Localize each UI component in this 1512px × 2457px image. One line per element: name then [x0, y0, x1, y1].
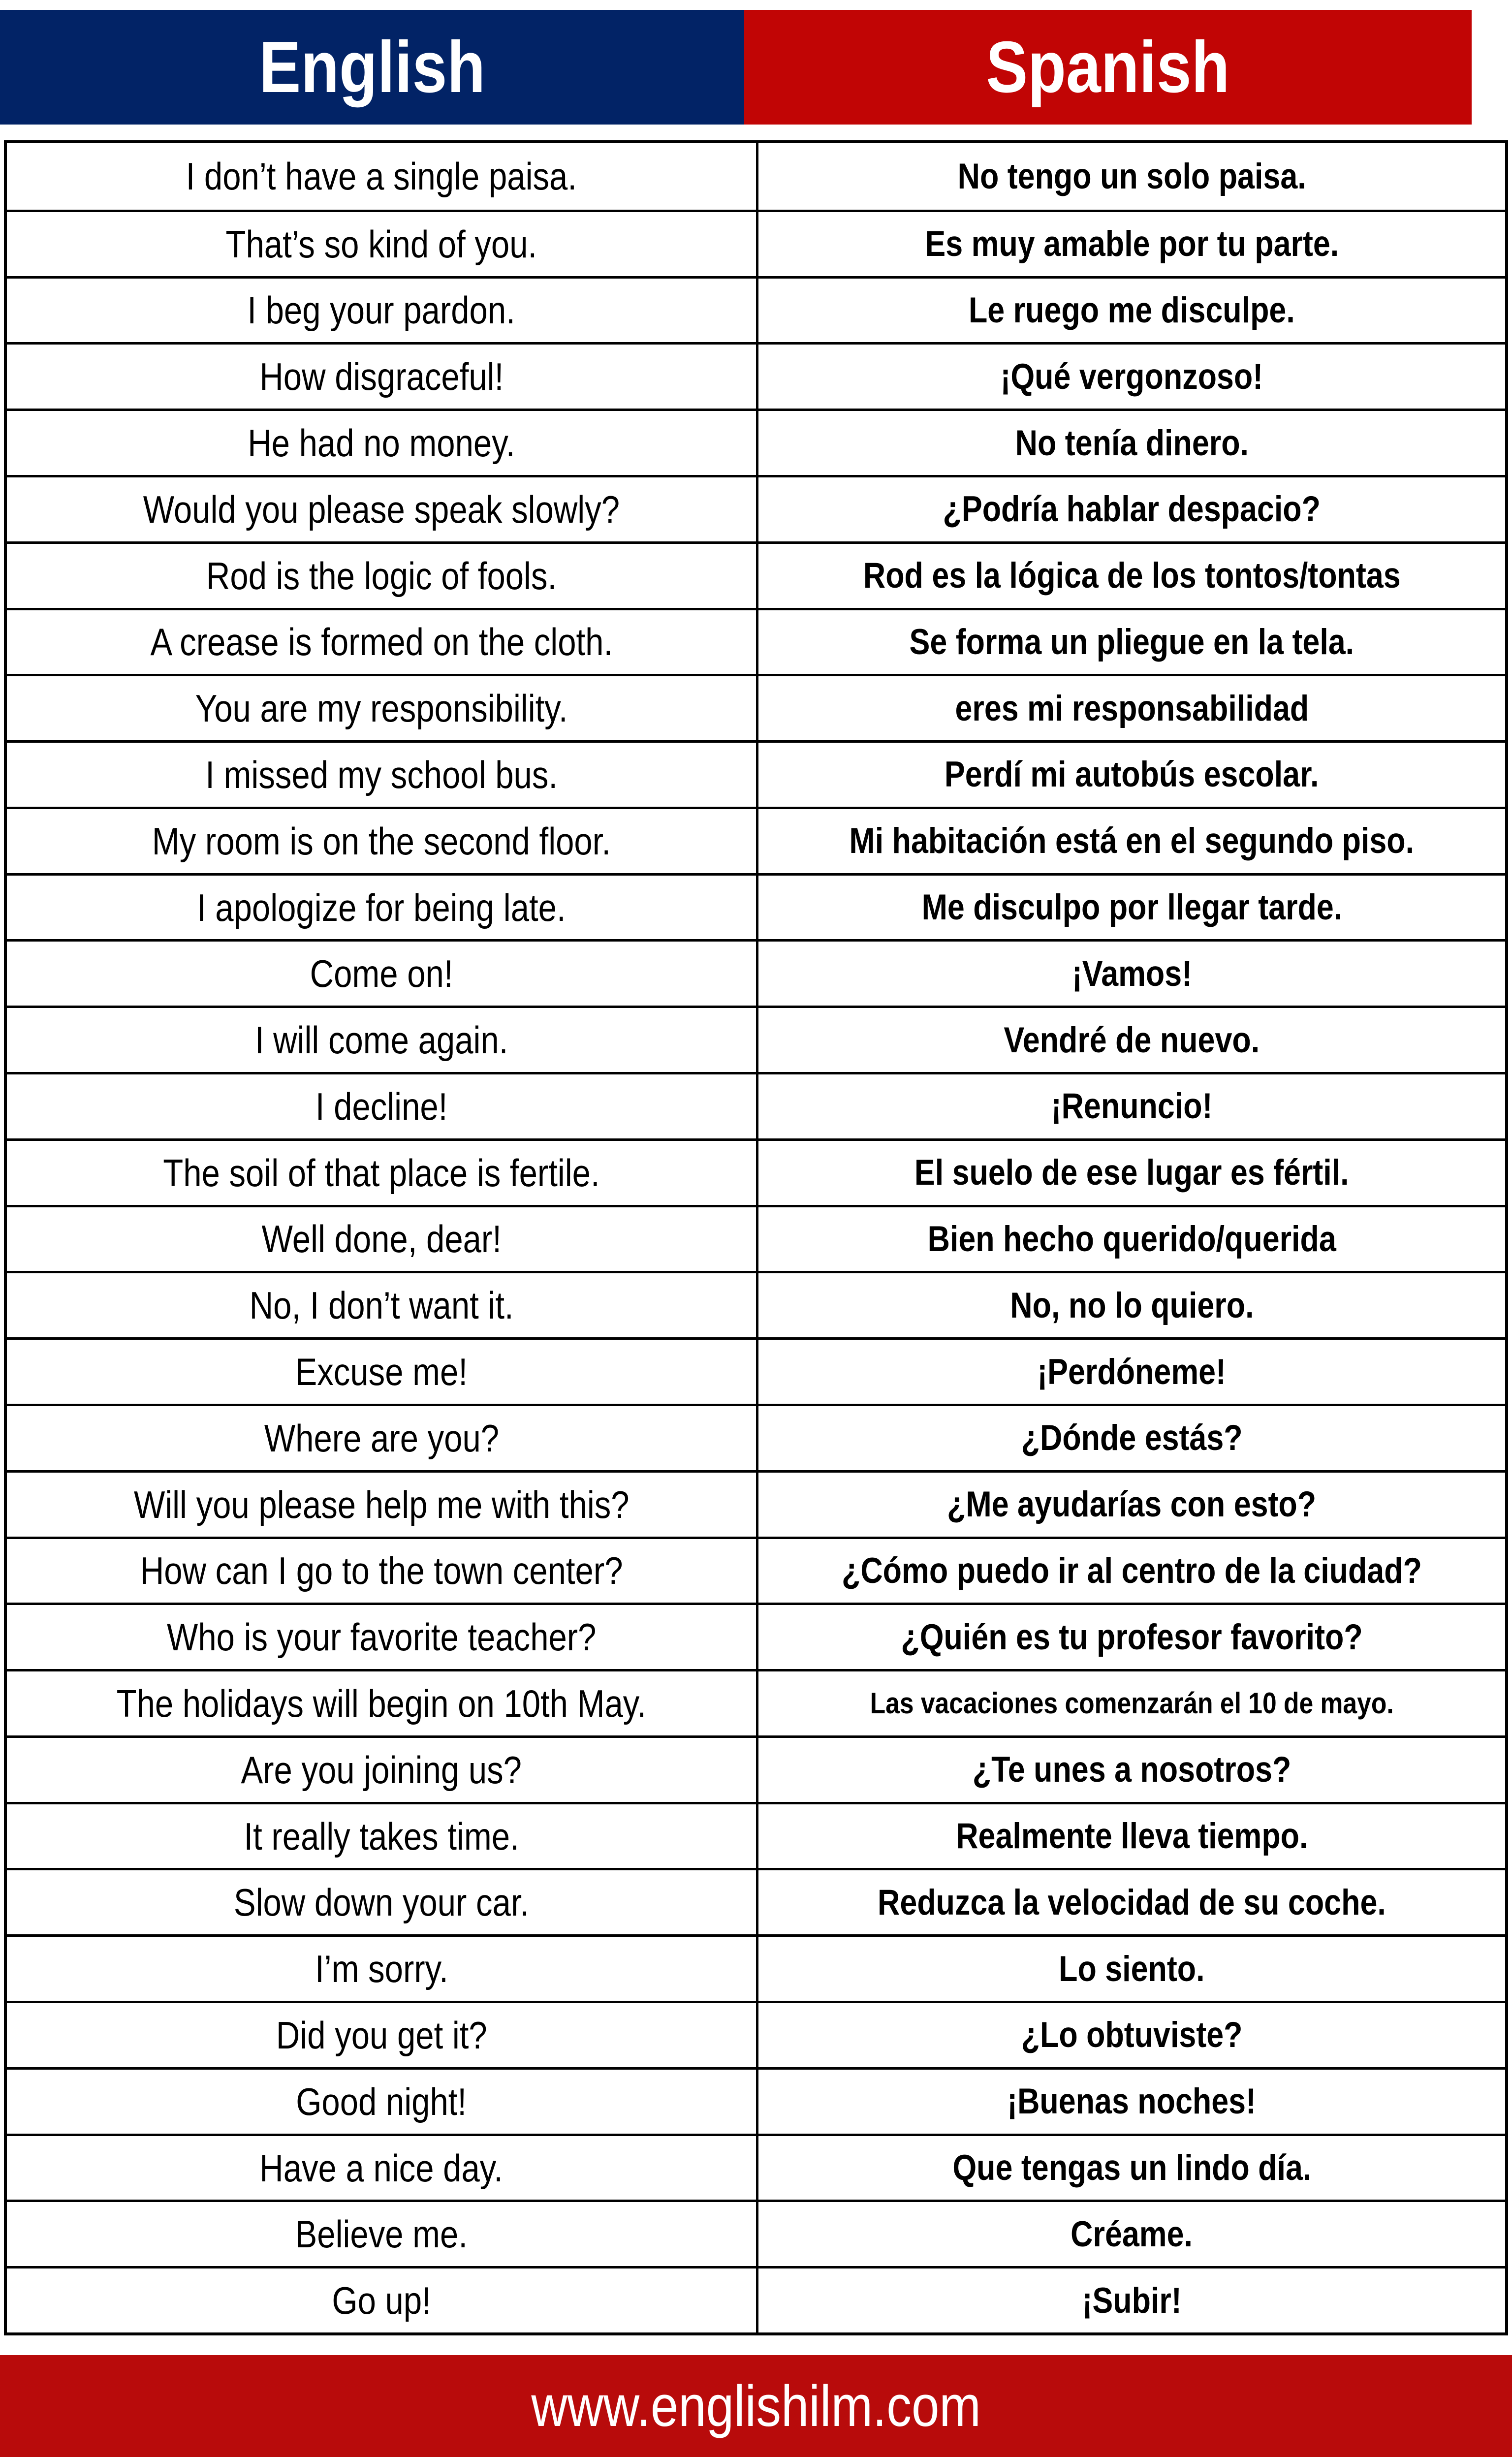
english-cell: [7, 143, 756, 210]
english-cell: [7, 676, 756, 740]
english-phrase: Would you please speak slowly?: [143, 487, 620, 531]
spanish-cell: [756, 143, 1505, 210]
table-row: [7, 210, 1505, 276]
spanish-cell: [756, 1074, 1505, 1138]
table-row: [7, 276, 1505, 343]
english-cell: [7, 411, 756, 475]
english-phrase: I apologize for being late.: [197, 885, 566, 929]
table-row: [7, 1537, 1505, 1603]
table-row: [7, 807, 1505, 873]
table-row: [7, 1205, 1505, 1271]
spanish-phrase: ¡Renuncio!: [1051, 1086, 1213, 1127]
table-row: [7, 674, 1505, 740]
spanish-phrase: No tengo un solo paisa.: [957, 156, 1306, 196]
spanish-phrase: Se forma un pliegue en la tela.: [909, 622, 1354, 662]
english-phrase: Come on!: [310, 952, 453, 996]
spanish-cell: [756, 2202, 1505, 2266]
spanish-cell: [756, 279, 1505, 343]
english-phrase: I decline!: [315, 1084, 448, 1128]
spanish-phrase: Le ruego me disculpe.: [969, 290, 1295, 330]
spanish-cell: [756, 610, 1505, 674]
spanish-cell: [756, 345, 1505, 409]
english-phrase: Did you get it?: [276, 2013, 487, 2057]
english-phrase: Rod is the logic of fools.: [206, 554, 557, 598]
spanish-cell: [756, 876, 1505, 940]
table-row: [7, 873, 1505, 940]
spanish-phrase: Que tengas un lindo día.: [952, 2148, 1311, 2188]
english-phrase: I’m sorry.: [315, 1947, 448, 1991]
english-phrase: I don’t have a single paisa.: [186, 155, 577, 198]
english-cell: [7, 876, 756, 940]
spanish-phrase: ¿Lo obtuviste?: [1021, 2015, 1243, 2055]
english-cell: [7, 942, 756, 1006]
spanish-cell: [756, 1605, 1505, 1669]
table-row: [7, 1337, 1505, 1404]
spanish-cell: [756, 212, 1505, 276]
footer-bar: [0, 2355, 1512, 2457]
english-cell: [7, 2070, 756, 2134]
column-header-spanish-label: Spanish: [986, 26, 1230, 108]
spanish-phrase: ¡Vamos!: [1071, 953, 1192, 994]
table-row: [7, 608, 1505, 674]
english-cell: [7, 809, 756, 873]
spanish-cell: [756, 1539, 1505, 1603]
spanish-phrase: Bien hecho querido/querida: [927, 1219, 1336, 1259]
spanish-phrase: ¿Quién es tu profesor favorito?: [901, 1617, 1363, 1657]
english-phrase: Excuse me!: [295, 1350, 468, 1394]
english-cell: [7, 1539, 756, 1603]
spanish-phrase: eres mi responsabilidad: [955, 688, 1309, 728]
table-row: [7, 2266, 1505, 2332]
english-cell: [7, 1008, 756, 1072]
table-row: [7, 1802, 1505, 1868]
english-phrase: How disgraceful!: [259, 355, 504, 399]
english-phrase: That’s so kind of you.: [225, 222, 537, 266]
table-row: [7, 1868, 1505, 1934]
spanish-phrase: ¿Te unes a nosotros?: [972, 1750, 1292, 1790]
table-row: [7, 1138, 1505, 1205]
spanish-cell: [756, 1406, 1505, 1470]
english-phrase: Go up!: [332, 2279, 431, 2323]
english-cell: [7, 544, 756, 608]
spanish-cell: [756, 1870, 1505, 1934]
spanish-phrase: Me disculpo por llegar tarde.: [921, 887, 1342, 928]
phrase-table: [4, 140, 1508, 2335]
spanish-cell: [756, 2070, 1505, 2134]
spanish-phrase: ¿Me ayudarías con esto?: [947, 1484, 1317, 1525]
english-phrase: You are my responsibility.: [195, 687, 568, 730]
spanish-phrase: ¿Podría hablar despacio?: [943, 489, 1321, 530]
spanish-phrase: ¡Subir!: [1082, 2280, 1182, 2321]
spanish-phrase: Rod es la lógica de los tontos/tontas: [863, 556, 1401, 596]
english-phrase: Slow down your car.: [233, 1881, 530, 1924]
spanish-phrase: Es muy amable por tu parte.: [925, 224, 1339, 264]
english-phrase: Good night!: [296, 2079, 467, 2123]
english-phrase: A crease is formed on the cloth.: [150, 620, 613, 664]
table-row: [7, 1404, 1505, 1470]
english-phrase: Will you please help me with this?: [133, 1482, 630, 1526]
spanish-cell: [756, 1937, 1505, 2001]
english-cell: [7, 2003, 756, 2067]
spanish-cell: [756, 2136, 1505, 2200]
spanish-cell: [756, 1671, 1505, 1735]
spanish-cell: [756, 809, 1505, 873]
spanish-phrase: No tenía dinero.: [1015, 423, 1249, 463]
english-cell: [7, 477, 756, 541]
table-row: [7, 1735, 1505, 1802]
spanish-phrase: ¡Perdóneme!: [1037, 1352, 1227, 1392]
english-cell: [7, 1671, 756, 1735]
english-phrase: Have a nice day.: [259, 2146, 504, 2190]
column-header-english: [0, 10, 744, 125]
table-row: [7, 143, 1505, 210]
spanish-cell: [756, 1207, 1505, 1271]
english-cell: [7, 1207, 756, 1271]
spanish-cell: [756, 942, 1505, 1006]
english-cell: [7, 1870, 756, 1934]
english-cell: [7, 1605, 756, 1669]
english-phrase: He had no money.: [248, 421, 515, 465]
spanish-cell: [756, 544, 1505, 608]
table-header: [0, 10, 1472, 125]
spanish-phrase: ¿Cómo puedo ir al centro de la ciudad?: [841, 1550, 1422, 1591]
english-phrase: Who is your favorite teacher?: [166, 1615, 597, 1659]
table-row: [7, 740, 1505, 807]
table-row: [7, 1470, 1505, 1537]
english-phrase: Where are you?: [264, 1416, 499, 1460]
table-row: [7, 2067, 1505, 2134]
english-cell: [7, 1738, 756, 1802]
english-cell: [7, 2202, 756, 2266]
spanish-phrase: ¡Buenas noches!: [1007, 2081, 1257, 2122]
table-row: [7, 409, 1505, 475]
table-row: [7, 1006, 1505, 1072]
english-phrase: My room is on the second floor.: [152, 819, 611, 863]
english-cell: [7, 1473, 756, 1537]
english-phrase: How can I go to the town center?: [140, 1549, 623, 1593]
english-cell: [7, 279, 756, 343]
column-header-spanish: [744, 10, 1472, 125]
table-row: [7, 342, 1505, 409]
english-phrase: I beg your pardon.: [247, 288, 516, 332]
english-phrase: No, I don’t want it.: [249, 1284, 514, 1327]
english-phrase: I will come again.: [254, 1018, 508, 1062]
english-phrase: Well done, dear!: [261, 1217, 502, 1261]
english-phrase: It really takes time.: [244, 1814, 519, 1858]
english-phrase: Are you joining us?: [241, 1748, 522, 1792]
english-cell: [7, 743, 756, 807]
english-cell: [7, 2136, 756, 2200]
english-phrase: The soil of that place is fertile.: [163, 1151, 600, 1195]
spanish-cell: [756, 1804, 1505, 1868]
spanish-phrase: Vendré de nuevo.: [1004, 1020, 1260, 1060]
table-row: [7, 1271, 1505, 1337]
english-phrase: I missed my school bus.: [205, 753, 558, 796]
spanish-cell: [756, 2003, 1505, 2067]
spanish-phrase: Reduzca la velocidad de su coche.: [878, 1882, 1386, 1922]
english-cell: [7, 1273, 756, 1337]
spanish-cell: [756, 676, 1505, 740]
spanish-cell: [756, 1273, 1505, 1337]
table-row: [7, 1072, 1505, 1138]
english-cell: [7, 1141, 756, 1205]
table-row: [7, 939, 1505, 1006]
spanish-phrase: ¡Qué vergonzoso!: [1000, 356, 1263, 397]
spanish-phrase: Créame.: [1071, 2214, 1193, 2254]
spanish-phrase: Las vacaciones comenzarán el 10 de mayo.: [870, 1687, 1394, 1720]
table-row: [7, 1934, 1505, 2001]
spanish-phrase: Mi habitación está en el segundo piso.: [849, 821, 1415, 861]
website-url: www.englishilm.com: [531, 2373, 981, 2439]
spanish-cell: [756, 2268, 1505, 2332]
english-cell: [7, 1406, 756, 1470]
spanish-phrase: El suelo de ese lugar es fértil.: [914, 1153, 1349, 1193]
english-cell: [7, 610, 756, 674]
spanish-cell: [756, 743, 1505, 807]
english-cell: [7, 1340, 756, 1404]
english-cell: [7, 1804, 756, 1868]
spanish-phrase: Lo siento.: [1059, 1949, 1205, 1989]
spanish-cell: [756, 477, 1505, 541]
spanish-phrase: ¿Dónde estás?: [1021, 1418, 1243, 1458]
table-row: [7, 475, 1505, 541]
spanish-cell: [756, 411, 1505, 475]
table-row: [7, 2200, 1505, 2266]
spanish-cell: [756, 1008, 1505, 1072]
spanish-phrase: No, no lo quiero.: [1009, 1285, 1254, 1325]
table-row: [7, 541, 1505, 608]
english-phrase: The holidays will begin on 10th May.: [116, 1682, 647, 1725]
english-phrase: Believe me.: [295, 2212, 468, 2256]
table-row: [7, 2001, 1505, 2067]
english-cell: [7, 2268, 756, 2332]
table-row: [7, 1603, 1505, 1669]
spanish-cell: [756, 1473, 1505, 1537]
spanish-phrase: Realmente lleva tiempo.: [955, 1816, 1308, 1857]
spanish-cell: [756, 1738, 1505, 1802]
spanish-cell: [756, 1141, 1505, 1205]
spanish-phrase: Perdí mi autobús escolar.: [945, 755, 1319, 795]
english-cell: [7, 1937, 756, 2001]
english-cell: [7, 1074, 756, 1138]
english-cell: [7, 212, 756, 276]
column-header-english-label: English: [259, 26, 485, 108]
table-row: [7, 2134, 1505, 2200]
spanish-cell: [756, 1340, 1505, 1404]
table-row: [7, 1669, 1505, 1735]
english-cell: [7, 345, 756, 409]
